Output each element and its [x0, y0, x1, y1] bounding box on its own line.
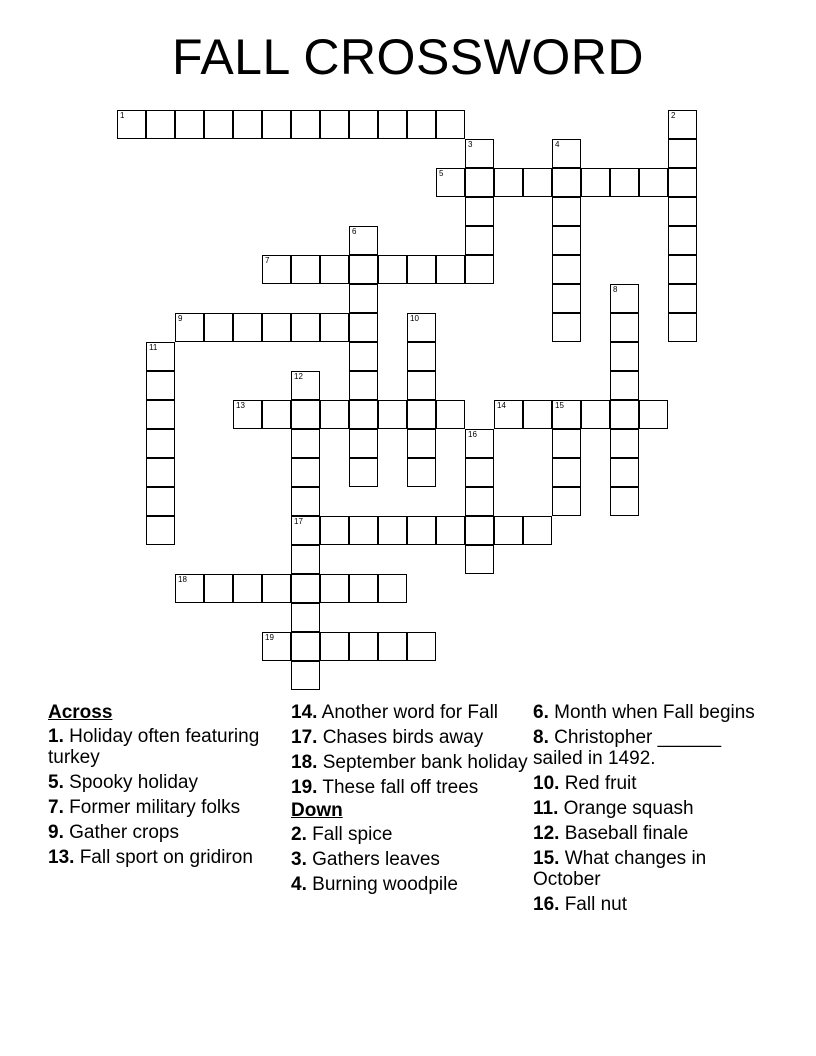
grid-cell[interactable] — [349, 632, 378, 661]
clue-down-8 — [533, 727, 763, 769]
grid-cell[interactable] — [291, 429, 320, 458]
clue-down-11 — [533, 798, 763, 819]
grid-cell[interactable] — [552, 458, 581, 487]
grid-cell[interactable] — [610, 284, 639, 313]
grid-cell[interactable] — [523, 516, 552, 545]
grid-cell[interactable] — [262, 313, 291, 342]
grid-cell[interactable] — [465, 197, 494, 226]
grid-cell[interactable] — [465, 255, 494, 284]
grid-cell[interactable] — [349, 284, 378, 313]
grid-cell[interactable] — [494, 400, 523, 429]
clue-text: These fall off trees — [322, 777, 479, 798]
grid-cell[interactable] — [262, 255, 291, 284]
grid-cell[interactable] — [378, 400, 407, 429]
grid-cell[interactable] — [204, 313, 233, 342]
grid-cell[interactable] — [349, 226, 378, 255]
clue-text: Christopher ______ sailed in 1492. — [533, 727, 722, 769]
clue-number: 11. — [533, 798, 559, 819]
grid-cell[interactable] — [320, 255, 349, 284]
clue-text: Orange squash — [563, 798, 694, 819]
grid-cell[interactable] — [465, 139, 494, 168]
puzzle-title: FALL CROSSWORD — [172, 29, 644, 85]
clue-number: 1. — [48, 726, 64, 747]
grid-cell[interactable] — [668, 139, 697, 168]
grid-cell[interactable] — [146, 487, 175, 516]
grid-cell[interactable] — [668, 284, 697, 313]
clue-text: Spooky holiday — [69, 772, 199, 793]
clue-text: Another word for Fall — [321, 702, 499, 723]
clue-down-2 — [291, 824, 531, 845]
grid-cell[interactable] — [523, 400, 552, 429]
grid-cell[interactable] — [668, 197, 697, 226]
grid-cell[interactable] — [146, 458, 175, 487]
grid-cell[interactable] — [552, 429, 581, 458]
grid-cell[interactable] — [146, 429, 175, 458]
cell-number: 5 — [439, 169, 444, 178]
clue-text: Former military folks — [69, 797, 241, 818]
grid-cell[interactable] — [291, 574, 320, 603]
grid-cell[interactable] — [465, 516, 494, 545]
grid-cell[interactable] — [552, 255, 581, 284]
clue-column-3 — [533, 702, 763, 919]
grid-cell[interactable] — [146, 371, 175, 400]
grid-cell[interactable] — [233, 110, 262, 139]
clue-down-4 — [291, 874, 531, 895]
grid-cell[interactable] — [436, 516, 465, 545]
grid-cell[interactable] — [407, 255, 436, 284]
grid-cell[interactable] — [291, 458, 320, 487]
grid-cell[interactable] — [494, 516, 523, 545]
clue-number: 5. — [48, 772, 64, 793]
clue-number: 14. — [291, 702, 318, 723]
clue-across-7 — [48, 797, 288, 818]
grid-cell[interactable] — [262, 632, 291, 661]
grid-cell[interactable] — [320, 313, 349, 342]
grid-cell[interactable] — [233, 574, 262, 603]
grid-cell[interactable] — [349, 371, 378, 400]
grid-cell[interactable] — [668, 226, 697, 255]
grid-cell[interactable] — [291, 255, 320, 284]
grid-cell[interactable] — [465, 458, 494, 487]
grid-cell[interactable] — [320, 400, 349, 429]
cell-number: 1 — [120, 111, 125, 120]
grid-cell[interactable] — [407, 458, 436, 487]
cell-number: 15 — [555, 401, 564, 410]
clue-text: What changes in October — [533, 848, 707, 890]
grid-cell[interactable] — [378, 574, 407, 603]
grid-cell[interactable] — [465, 168, 494, 197]
cell-number: 16 — [468, 430, 477, 439]
cell-number: 11 — [149, 343, 158, 352]
grid-cell[interactable] — [291, 487, 320, 516]
grid-cell[interactable] — [146, 400, 175, 429]
grid-cell[interactable] — [436, 400, 465, 429]
clue-text: Gathers leaves — [312, 849, 440, 870]
clue-down-10 — [533, 773, 763, 794]
grid-cell[interactable] — [581, 168, 610, 197]
grid-cell[interactable] — [146, 516, 175, 545]
clue-text: Chases birds away — [322, 727, 484, 748]
grid-cell[interactable] — [291, 632, 320, 661]
grid-cell[interactable] — [117, 110, 146, 139]
cell-number: 17 — [294, 517, 303, 526]
grid-cell[interactable] — [378, 632, 407, 661]
grid-cell[interactable] — [349, 400, 378, 429]
clue-number: 10. — [533, 773, 560, 794]
grid-cell[interactable] — [610, 487, 639, 516]
clue-number: 2. — [291, 824, 307, 845]
grid-cell[interactable] — [668, 110, 697, 139]
clue-text: Gather crops — [69, 822, 179, 843]
clue-number: 15. — [533, 848, 560, 869]
clue-across-19 — [291, 777, 531, 798]
cell-number: 10 — [410, 314, 419, 323]
clue-text: Burning woodpile — [312, 874, 458, 895]
clue-number: 19. — [291, 777, 318, 798]
grid-cell[interactable] — [610, 168, 639, 197]
grid-cell[interactable] — [320, 632, 349, 661]
grid-cell[interactable] — [552, 284, 581, 313]
grid-cell[interactable] — [465, 226, 494, 255]
clue-number: 7. — [48, 797, 64, 818]
grid-cell[interactable] — [175, 574, 204, 603]
clue-across-18 — [291, 752, 531, 773]
down-heading: Down — [291, 800, 343, 821]
grid-cell[interactable] — [407, 400, 436, 429]
grid-cell[interactable] — [349, 574, 378, 603]
clue-text: Fall nut — [564, 894, 628, 915]
clue-number: 12. — [533, 823, 560, 844]
across-heading: Across — [48, 702, 113, 723]
grid-cell[interactable] — [552, 487, 581, 516]
grid-cell[interactable] — [552, 139, 581, 168]
grid-cell[interactable] — [291, 545, 320, 574]
grid-cell[interactable] — [291, 313, 320, 342]
clue-text: September bank holiday — [322, 752, 528, 773]
clue-number: 18. — [291, 752, 318, 773]
grid-cell[interactable] — [291, 661, 320, 690]
grid-cell[interactable] — [407, 429, 436, 458]
grid-cell[interactable] — [407, 516, 436, 545]
grid-cell[interactable] — [291, 371, 320, 400]
clue-across-1 — [48, 726, 288, 768]
grid-cell[interactable] — [349, 516, 378, 545]
grid-cell[interactable] — [552, 168, 581, 197]
clue-number: 4. — [291, 874, 307, 895]
grid-cell[interactable] — [291, 516, 320, 545]
clue-across-13 — [48, 847, 288, 868]
cell-number: 4 — [555, 140, 560, 149]
clue-number: 13. — [48, 847, 75, 868]
cell-number: 12 — [294, 372, 303, 381]
clue-number: 17. — [291, 727, 318, 748]
grid-cell[interactable] — [465, 429, 494, 458]
grid-cell[interactable] — [465, 487, 494, 516]
grid-cell[interactable] — [436, 255, 465, 284]
grid-cell[interactable] — [291, 110, 320, 139]
clue-down-12 — [533, 823, 763, 844]
grid-cell[interactable] — [175, 110, 204, 139]
cell-number: 8 — [613, 285, 618, 294]
grid-cell[interactable] — [349, 458, 378, 487]
grid-cell[interactable] — [291, 603, 320, 632]
clue-text: Fall sport on gridiron — [79, 847, 253, 868]
grid-cell[interactable] — [233, 313, 262, 342]
clue-number: 16. — [533, 894, 560, 915]
grid-cell[interactable] — [436, 110, 465, 139]
grid-cell[interactable] — [320, 516, 349, 545]
grid-cell[interactable] — [407, 371, 436, 400]
grid-cell[interactable] — [349, 110, 378, 139]
clue-text: Red fruit — [564, 773, 637, 794]
grid-cell[interactable] — [552, 197, 581, 226]
grid-cell[interactable] — [407, 313, 436, 342]
clue-text: Fall spice — [312, 824, 393, 845]
grid-cell[interactable] — [262, 574, 291, 603]
grid-cell[interactable] — [378, 516, 407, 545]
clue-across-17 — [291, 727, 531, 748]
clue-number: 9. — [48, 822, 64, 843]
grid-cell[interactable] — [349, 342, 378, 371]
grid-cell[interactable] — [610, 371, 639, 400]
grid-cell[interactable] — [262, 400, 291, 429]
cell-number: 6 — [352, 227, 357, 236]
clue-number: 6. — [533, 702, 549, 723]
grid-cell[interactable] — [291, 400, 320, 429]
clue-down-3 — [291, 849, 531, 870]
clue-column-2 — [291, 702, 531, 899]
clue-across-14 — [291, 702, 531, 723]
grid-cell[interactable] — [639, 168, 668, 197]
grid-cell[interactable] — [610, 342, 639, 371]
clue-down-15 — [533, 848, 763, 890]
grid-cell[interactable] — [610, 313, 639, 342]
clue-number: 8. — [533, 727, 549, 748]
grid-cell[interactable] — [668, 255, 697, 284]
grid-cell[interactable] — [552, 226, 581, 255]
cell-number: 2 — [671, 111, 676, 120]
grid-cell[interactable] — [581, 400, 610, 429]
clue-text: Holiday often featuring turkey — [48, 726, 260, 768]
grid-cell[interactable] — [146, 342, 175, 371]
clue-number: 3. — [291, 849, 307, 870]
grid-cell[interactable] — [349, 255, 378, 284]
cell-number: 19 — [265, 633, 274, 642]
grid-cell[interactable] — [610, 458, 639, 487]
grid-cell[interactable] — [204, 110, 233, 139]
grid-cell[interactable] — [349, 313, 378, 342]
cell-number: 14 — [497, 401, 506, 410]
clue-across-9 — [48, 822, 288, 843]
grid-cell[interactable] — [175, 313, 204, 342]
clue-column-1 — [48, 702, 288, 872]
grid-cell[interactable] — [378, 255, 407, 284]
cell-number: 13 — [236, 401, 245, 410]
grid-cell[interactable] — [436, 168, 465, 197]
grid-cell[interactable] — [523, 168, 552, 197]
grid-cell[interactable] — [146, 110, 175, 139]
grid-cell[interactable] — [262, 110, 291, 139]
cell-number: 18 — [178, 575, 187, 584]
grid-cell[interactable] — [610, 429, 639, 458]
clue-text: Baseball finale — [564, 823, 689, 844]
grid-cell[interactable] — [639, 400, 668, 429]
grid-cell[interactable] — [378, 110, 407, 139]
cell-number: 3 — [468, 140, 473, 149]
grid-cell[interactable] — [552, 400, 581, 429]
grid-cell[interactable] — [407, 632, 436, 661]
grid-cell[interactable] — [204, 574, 233, 603]
grid-cell[interactable] — [349, 429, 378, 458]
grid-cell[interactable] — [407, 342, 436, 371]
grid-cell[interactable] — [465, 545, 494, 574]
grid-cell[interactable] — [320, 574, 349, 603]
grid-cell[interactable] — [552, 313, 581, 342]
grid-cell[interactable] — [407, 110, 436, 139]
clue-across-5 — [48, 772, 288, 793]
clue-text: Month when Fall begins — [554, 702, 755, 723]
clue-down-6 — [533, 702, 763, 723]
grid-cell[interactable] — [668, 313, 697, 342]
cell-number: 9 — [178, 314, 183, 323]
cell-number: 7 — [265, 256, 270, 265]
grid-cell[interactable] — [610, 400, 639, 429]
clue-down-16 — [533, 894, 763, 915]
grid-cell[interactable] — [494, 168, 523, 197]
grid-cell[interactable] — [233, 400, 262, 429]
grid-cell[interactable] — [668, 168, 697, 197]
grid-cell[interactable] — [320, 110, 349, 139]
